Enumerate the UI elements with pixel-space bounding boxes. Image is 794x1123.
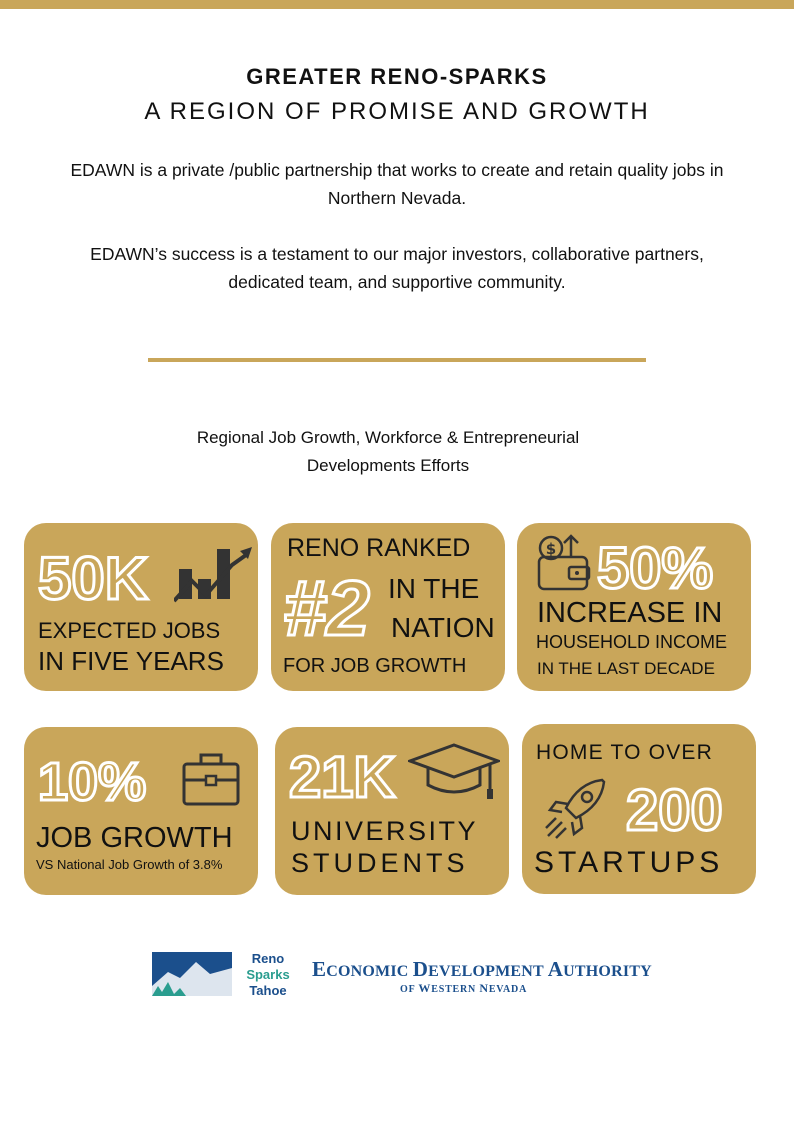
rst-logo-text [238, 951, 298, 999]
edawn-logo-subtitle: OF WESTERN NEVADA [400, 981, 528, 995]
stat-income-value: 50% [597, 536, 714, 601]
reno-sparks-tahoe-logo [150, 950, 300, 1005]
intro-p1-line2: Northern Nevada. [327, 188, 467, 208]
stat-growth-line1: JOB GROWTH [36, 822, 233, 854]
svg-text:$: $ [545, 540, 557, 558]
section-divider [148, 358, 646, 362]
stat-growth-line2: VS National Job Growth of 3.8% [36, 857, 223, 872]
stat-rank-mid2: NATION [391, 612, 495, 643]
page-title: GREATER RENO-SPARKS [246, 64, 548, 89]
stat-rank-bottom: FOR JOB GROWTH [283, 655, 467, 677]
edawn-logo-title: ECONOMIC DEVELOPMENT AUTHORITY [312, 957, 652, 981]
stat-startups-bottom: STARTUPS [534, 846, 724, 879]
intro-p1-line1: EDAWN is a private /public partnership that works to create and retain quality jobs in [70, 160, 724, 180]
stat-jobs-line2: IN FIVE YEARS [38, 646, 224, 676]
stat-income-line3: IN THE LAST DECADE [537, 659, 715, 678]
intro-paragraph-1 [20, 156, 774, 212]
briefcase-icon [181, 750, 241, 808]
stat-income-line2: HOUSEHOLD INCOME [536, 632, 728, 652]
stat-card-jobs [24, 523, 258, 691]
intro-p2-line2: dedicated team, and supportive community. [228, 272, 566, 292]
wallet-icon [537, 533, 595, 593]
top-accent-bar [0, 0, 794, 9]
section-heading [0, 424, 776, 480]
stat-rank-mid1: IN THE [388, 573, 480, 604]
rst-line-sparks: Sparks [246, 967, 290, 982]
graduation-cap-icon [408, 741, 500, 803]
stat-rank-top: RENO RANKED [287, 534, 471, 562]
rst-line-tahoe: Tahoe [249, 983, 287, 998]
stat-card-income [517, 523, 751, 691]
section-heading-line1: Regional Job Growth, Workforce & Entrepreneurial [196, 428, 580, 447]
intro-p2-line1: EDAWN’s success is a testament to our major investors, collaborative partners, [90, 244, 704, 264]
intro-paragraph-2 [20, 240, 774, 296]
bar-chart-growth-icon [174, 543, 254, 605]
section-heading-line2: Developments Efforts [306, 456, 470, 475]
stat-students-value: 21K [289, 745, 396, 810]
stat-students-line1: UNIVERSITY [291, 816, 479, 846]
stat-startups-top: HOME TO OVER [536, 741, 713, 764]
stat-growth-value: 10% [38, 752, 147, 812]
stat-card-growth [24, 727, 258, 895]
stat-rank-value: #2 [283, 564, 370, 652]
stat-card-startups [522, 724, 756, 894]
stat-card-students [275, 727, 509, 895]
stat-students-line2: STUDENTS [291, 848, 469, 878]
rst-line-reno: Reno [251, 951, 285, 966]
page-subtitle: A REGION OF PROMISE AND GROWTH [144, 98, 650, 125]
rocket-icon [542, 774, 610, 842]
stat-startups-value: 200 [626, 778, 723, 843]
stat-income-line1: INCREASE IN [537, 597, 723, 629]
stat-jobs-value: 50K [38, 545, 149, 612]
stat-card-rank [271, 523, 505, 691]
stat-jobs-line1: EXPECTED JOBS [38, 618, 221, 643]
